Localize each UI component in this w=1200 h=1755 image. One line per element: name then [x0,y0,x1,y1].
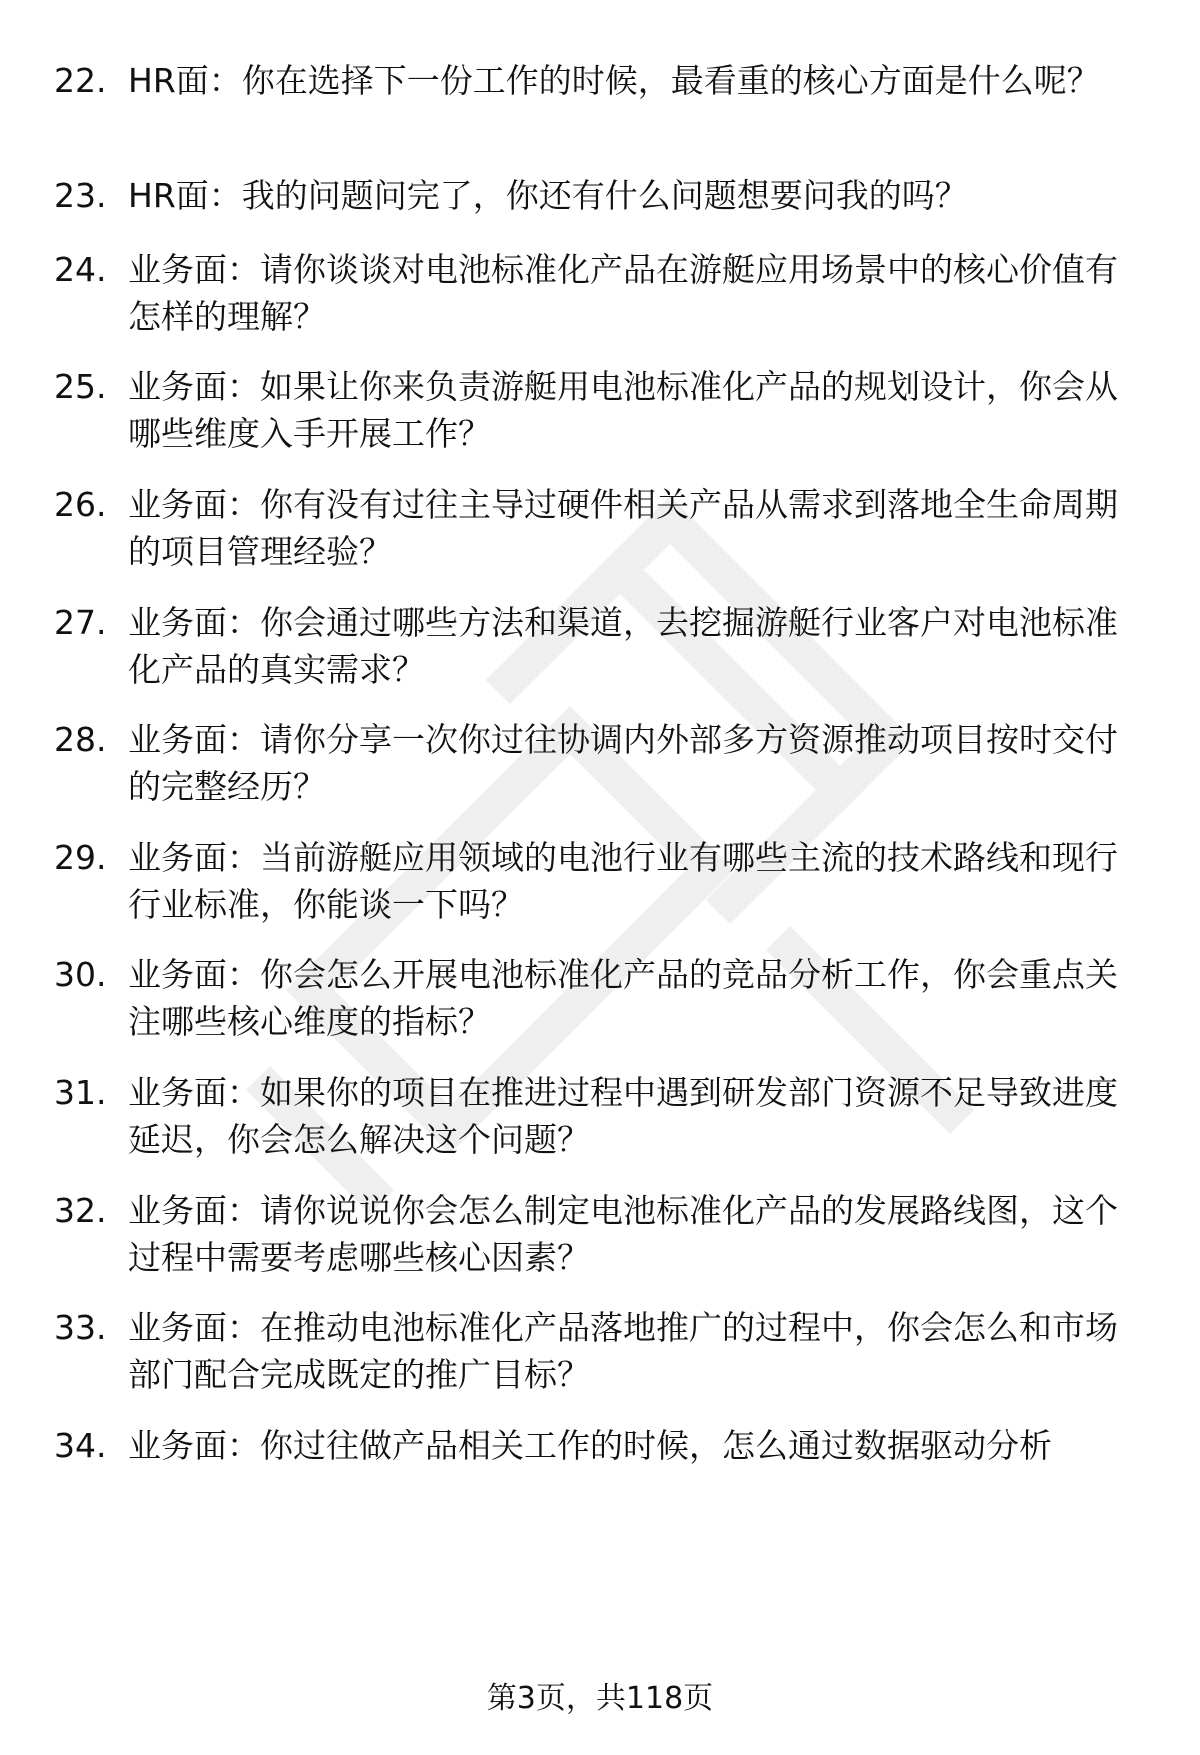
page-number-footer: 第3页，共118页 [486,1681,714,1716]
question-number: 29. [54,838,107,877]
question-text: 业务面：你会怎么开展电池标准化产品的竞品分析工作，你会重点关注哪些核心维度的指标？ [128,955,1118,1041]
question-number: 28. [54,720,107,759]
question-number: 33. [54,1308,107,1347]
question-text: 业务面：你会通过哪些方法和渠道，去挖掘游艇行业客户对电池标准化产品的真实需求？ [128,603,1118,689]
question-number: 32. [54,1191,107,1230]
question-text: HR面：你在选择下一份工作的时候，最看重的核心方面是什么呢？ [128,61,1100,100]
question-number: 23. [54,176,107,215]
question-number: 24. [54,250,107,289]
question-text: HR面：我的问题问完了，你还有什么问题想要问我的吗？ [128,176,968,215]
question-number: 34. [54,1426,107,1465]
question-number: 30. [54,955,107,994]
question-text: 业务面：如果让你来负责游艇用电池标准化产品的规划设计，你会从哪些维度入手开展工作？ [128,367,1118,453]
question-text: 业务面：如果你的项目在推进过程中遇到研发部门资源不足导致进度延迟，你会怎么解决这个问题？ [128,1073,1118,1159]
question-number: 31. [54,1073,107,1112]
question-text: 业务面：你有没有过往主导过硬件相关产品从需求到落地全生命周期的项目管理经验？ [128,485,1118,571]
question-text: 业务面：请你说说你会怎么制定电池标准化产品的发展路线图，这个过程中需要考虑哪些核心因素？ [128,1191,1118,1277]
question-text: 业务面：请你分享一次你过往协调内外部多方资源推动项目按时交付的完整经历？ [128,720,1118,806]
question-number: 25. [54,367,107,406]
question-text: 业务面：当前游艇应用领域的电池行业有哪些主流的技术路线和现行行业标准，你能谈一下吗？ [128,838,1118,924]
question-text: 业务面：请你谈谈对电池标准化产品在游艇应用场景中的核心价值有怎样的理解？ [128,250,1118,336]
question-number: 27. [54,603,107,642]
question-number: 26. [54,485,107,524]
question-number: 22. [54,61,107,100]
question-text: 业务面：你过往做产品相关工作的时候，怎么通过数据驱动分析 [128,1426,1052,1465]
question-text: 业务面：在推动电池标准化产品落地推广的过程中，你会怎么和市场部门配合完成既定的推广目标？ [128,1308,1118,1394]
